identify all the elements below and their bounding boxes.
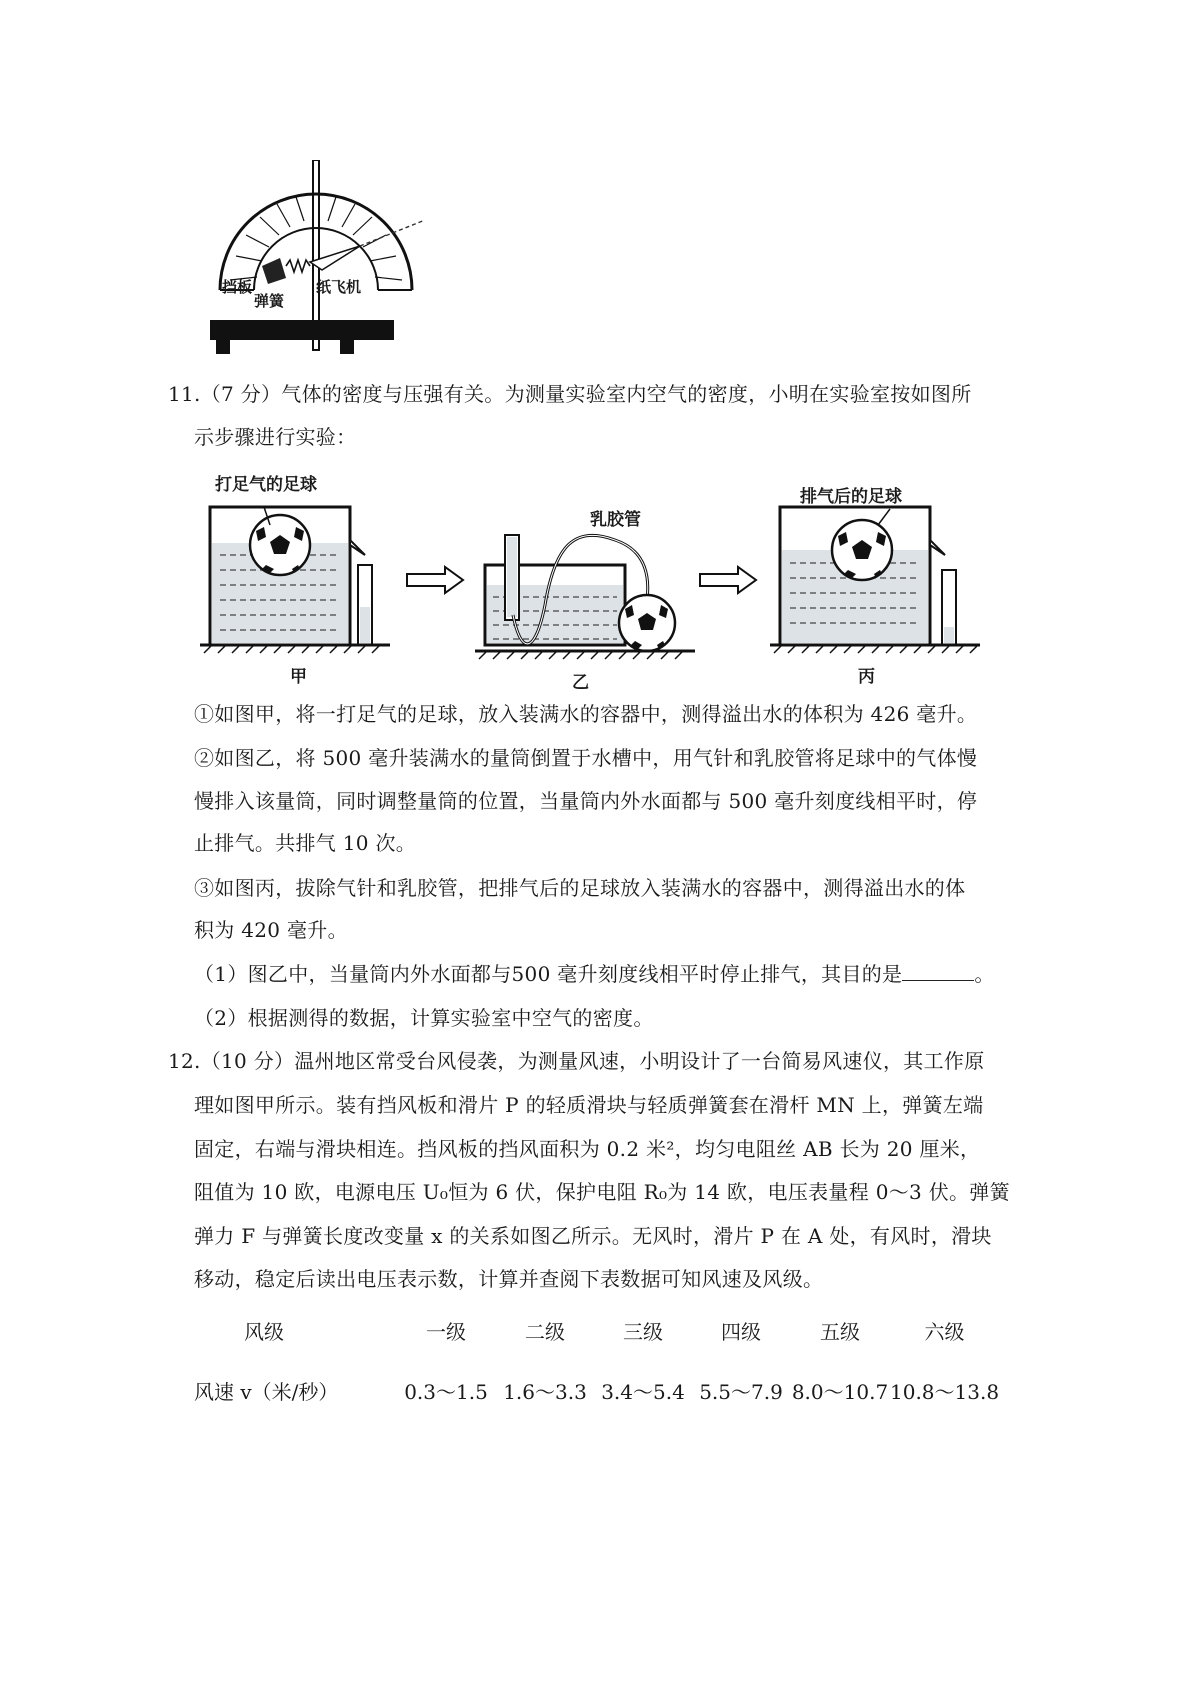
level-cell: 六级: [924, 1319, 965, 1344]
row-header-speed: 风速 v（米/秒）: [194, 1379, 339, 1404]
row-header-level: 风级: [244, 1319, 284, 1344]
q11-step2-line2: 慢排入该量筒，同时调整量筒的位置，当量筒内外水面都与 500 毫升刻度线相平时，停: [194, 789, 978, 813]
paper-plane-label: 纸飞机: [316, 278, 362, 296]
level-cell: 三级: [623, 1319, 663, 1344]
figure-jia-label: 甲: [290, 667, 307, 687]
figure-yi-tube-label: 乳胶管: [590, 510, 641, 530]
q11-sub1-text: （1）图乙中，当量筒内外水面都与500 毫升刻度线相平时停止排气，其目的是: [194, 962, 903, 986]
level-cell: 二级: [525, 1319, 565, 1344]
q11-step3-line1: ③如图丙，拔除气针和乳胶管，把排气后的足球放入装满水的容器中，测得溢出水的体: [194, 876, 966, 900]
wind-speed-table: [194, 1300, 999, 1420]
protractor-apparatus-figure: [210, 160, 430, 390]
figure-jia-ball-in-container: [200, 495, 390, 670]
q11-step3-line2: 积为 420 毫升。: [194, 918, 348, 942]
q11-subquestion-1: [194, 960, 995, 988]
q12-line3: 固定，右端与滑块相连。挡风板的挡风面积为 0.2 米²，均匀电阻丝 AB 长为 20 厘米，: [194, 1137, 981, 1161]
wind-speed-row: [194, 1360, 999, 1420]
figure-yi-exhaust-setup: [475, 505, 695, 675]
figure-bing-title: 排气后的足球: [800, 487, 902, 507]
arrow-right-icon: [405, 565, 465, 595]
q11-intro-line1: 11.（7 分）气体的密度与压强有关。为测量实验室内空气的密度，小明在实验室按如图所: [168, 382, 972, 406]
q11-step2-line1: ②如图乙，将 500 毫升装满水的量筒倒置于水槽中，用气针和乳胶管将足球中的气体慢: [194, 746, 978, 770]
q11-step2-line3: 止排气。共排气 10 次。: [194, 831, 417, 855]
speed-cell: 5.5～7.9: [699, 1379, 783, 1404]
q11-intro-line2: 示步骤进行实验：: [194, 425, 357, 449]
figure-jia-title: 打足气的足球: [215, 475, 317, 495]
speed-cell: 8.0～10.7: [791, 1379, 889, 1404]
q12-line4: 阻值为 10 欧，电源电压 U₀恒为 6 伏，保护电阻 R₀为 14 欧，电压表量程 0～3 伏。弹簧: [194, 1180, 1010, 1204]
q11-subquestion-2: （2）根据测得的数据，计算实验室中空气的密度。: [194, 1006, 654, 1030]
q12-line5: 弹力 F 与弹簧长度改变量 x 的关系如图乙所示。无风时，滑片 P 在 A 处，有风时，滑块: [194, 1224, 992, 1248]
level-cell: 一级: [426, 1319, 466, 1344]
speed-cell: 10.8～13.8: [890, 1379, 1000, 1404]
figure-bing-label: 丙: [858, 667, 875, 687]
figure-bing-deflated-ball: [770, 495, 980, 670]
wind-level-row: [194, 1300, 999, 1360]
q12-line2: 理如图甲所示。装有挡风板和滑片 P 的轻质滑块与轻质弹簧套在滑杆 MN 上，弹簧左端: [194, 1093, 984, 1117]
speed-cell: 3.4～5.4: [601, 1379, 685, 1404]
speed-cell: 0.3～1.5: [404, 1379, 488, 1404]
baffle-label: 挡板: [222, 278, 253, 296]
spring-label: 弹簧: [254, 292, 285, 310]
q11-sub1-end: 。: [974, 962, 995, 986]
figure-yi-label: 乙: [572, 673, 589, 693]
q12-line6: 移动，稳定后读出电压表示数，计算并查阅下表数据可知风速及风级。: [194, 1267, 824, 1291]
level-cell: 五级: [820, 1319, 860, 1344]
answer-blank: [902, 960, 974, 981]
q11-step1: ①如图甲，将一打足气的足球，放入装满水的容器中，测得溢出水的体积为 426 毫升。: [194, 702, 978, 726]
arrow-right-icon: [698, 565, 758, 595]
level-cell: 四级: [721, 1319, 761, 1344]
speed-cell: 1.6～3.3: [503, 1379, 587, 1404]
q12-line1: 12.（10 分）温州地区常受台风侵袭，为测量风速，小明设计了一台简易风速仪，其工作原: [168, 1049, 985, 1073]
